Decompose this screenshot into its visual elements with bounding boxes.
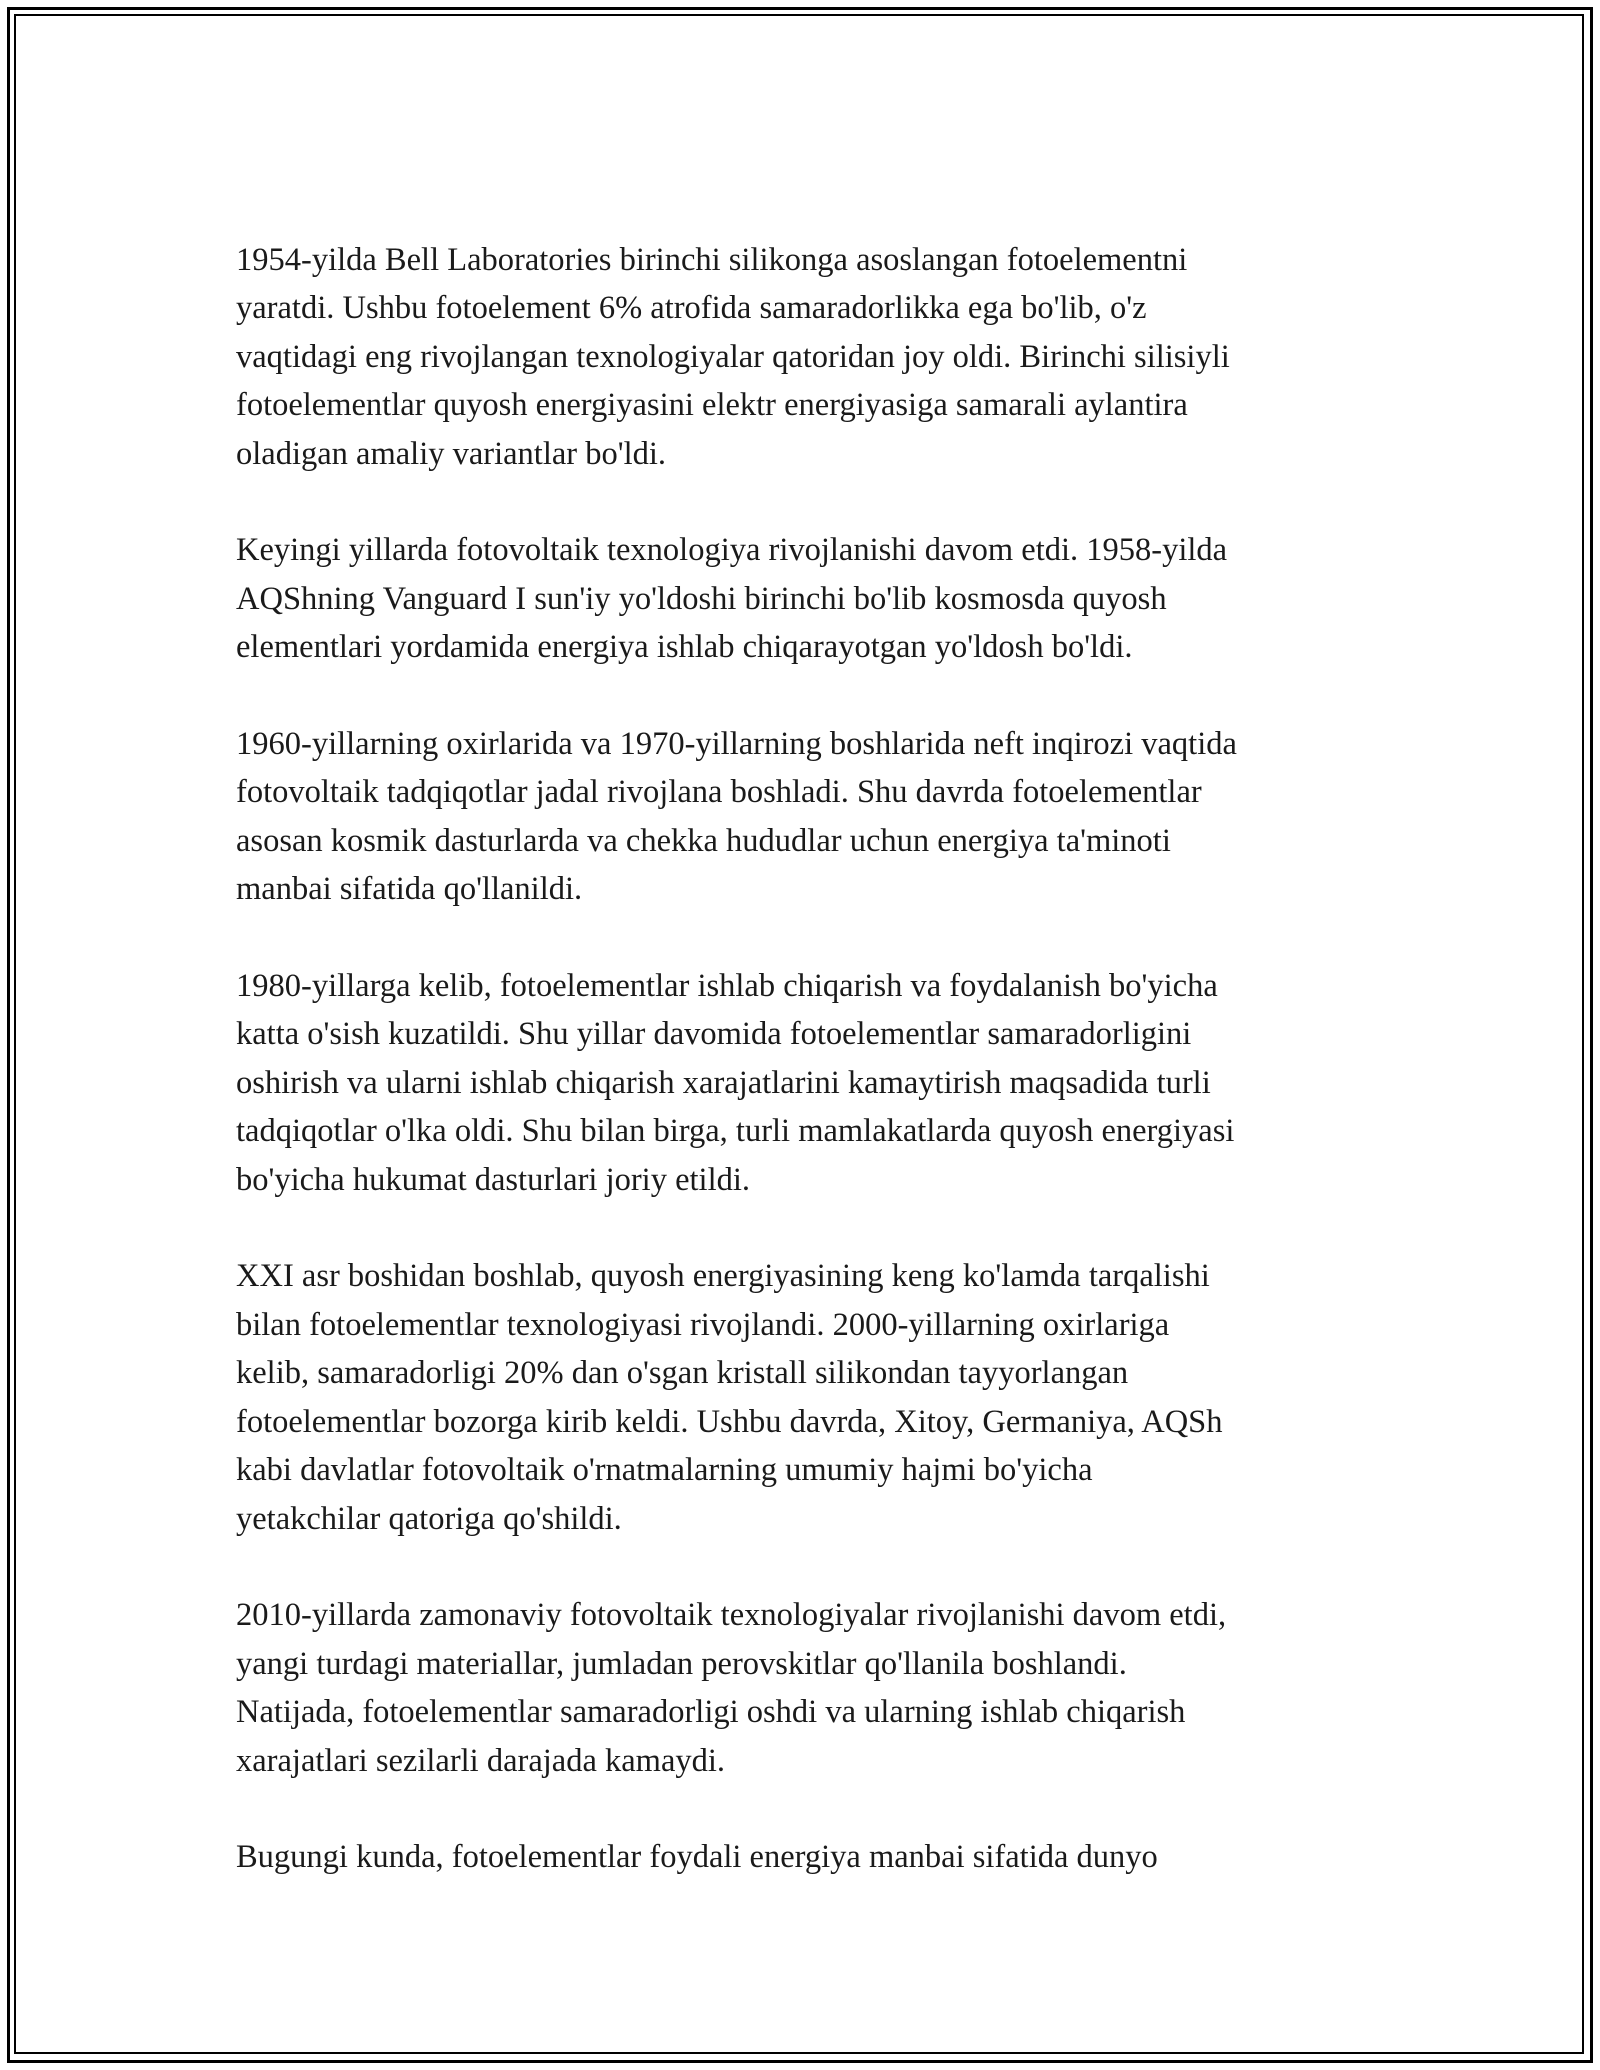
text-line: yangi turdagi materiallar, jumladan perovskitlar qo'llanila boshlandi. — [236, 1645, 1127, 1682]
text-line: oshirish va ularni ishlab chiqarish xarajatlarini kamaytirish maqsadida turli — [236, 1064, 1211, 1101]
document-body — [236, 236, 1386, 1930]
text-line: xarajatlari sezilarli darajada kamaydi. — [236, 1742, 726, 1779]
text-line: 1954-yilda Bell Laboratories birinchi silikonga asoslangan fotoelementni — [236, 242, 1188, 278]
text-line: 1960-yillarning oxirlarida va 1970-yillarning boshlarida neft inqirozi vaqtida — [236, 726, 1237, 763]
text-line: 1980-yillarga kelib, fotoelementlar ishlab chiqarish va foydalanish bo'yicha — [236, 968, 1218, 1005]
paragraph-7 — [236, 1833, 1386, 1881]
paragraph-1 — [236, 236, 1386, 478]
paragraph-4 — [236, 962, 1386, 1204]
text-line: fotovoltaik tadqiqotlar jadal rivojlana boshladi. Shu davrda fotoelementlar — [236, 774, 1202, 811]
text-line: bilan fotoelementlar texnologiyasi rivojlandi. 2000-yillarning oxirlariga — [236, 1306, 1170, 1343]
text-line: Natijada, fotoelementlar samaradorligi oshdi va ularning ishlab chiqarish — [236, 1694, 1186, 1731]
paragraph-6 — [236, 1591, 1386, 1785]
text-line: katta o'sish kuzatildi. Shu yillar davomida fotoelementlar samaradorligini — [236, 1016, 1192, 1053]
text-line: XXI asr boshidan boshlab, quyosh energiyasining keng ko'lamda tarqalishi — [236, 1258, 1210, 1295]
text-line: yetakchilar qatoriga qo'shildi. — [236, 1500, 622, 1537]
text-line: Bugungi kunda, fotoelementlar foydali energiya manbai sifatida dunyo — [236, 1839, 1158, 1876]
text-line: oladigan amaliy variantlar bo'ldi. — [236, 435, 667, 472]
text-line: asosan kosmik dasturlarda va chekka hududlar uchun energiya ta'minoti — [236, 822, 1171, 859]
text-line: vaqtidagi eng rivojlangan texnologiyalar qatoridan joy oldi. Birinchi silisiyli — [236, 338, 1230, 375]
text-line: Keyingi yillarda fotovoltaik texnologiya rivojlanishi davom etdi. 1958-yilda — [236, 532, 1228, 569]
text-line: kabi davlatlar fotovoltaik o'rnatmalarning umumiy hajmi bo'yicha — [236, 1452, 1093, 1489]
text-line: tadqiqotlar o'lka oldi. Shu bilan birga, turli mamlakatlarda quyosh energiyasi — [236, 1113, 1235, 1150]
text-line: AQShning Vanguard I sun'iy yo'ldoshi birinchi bo'lib kosmosda quyosh — [236, 580, 1167, 617]
text-line: 2010-yillarda zamonaviy fotovoltaik texnologiyalar rivojlanishi davom etdi, — [236, 1597, 1227, 1634]
paragraph-5 — [236, 1252, 1386, 1542]
paragraph-3 — [236, 720, 1386, 914]
paragraph-2 — [236, 526, 1386, 671]
text-line: fotoelementlar quyosh energiyasini elektr energiyasiga samarali aylantira — [236, 387, 1188, 424]
text-line: yaratdi. Ushbu fotoelement 6% atrofida samaradorlikka ega bo'lib, o'z — [236, 290, 1147, 327]
text-line: elementlari yordamida energiya ishlab chiqarayotgan yo'ldosh bo'ldi. — [236, 629, 1133, 666]
text-line: kelib, samaradorligi 20% dan o'sgan kristall silikondan tayyorlangan — [236, 1355, 1129, 1392]
text-line: manbai sifatida qo'llanildi. — [236, 871, 583, 908]
text-line: bo'yicha hukumat dasturlari joriy etildi. — [236, 1161, 751, 1198]
text-line: fotoelementlar bozorga kirib keldi. Ushbu davrda, Xitoy, Germaniya, AQSh — [236, 1403, 1223, 1440]
